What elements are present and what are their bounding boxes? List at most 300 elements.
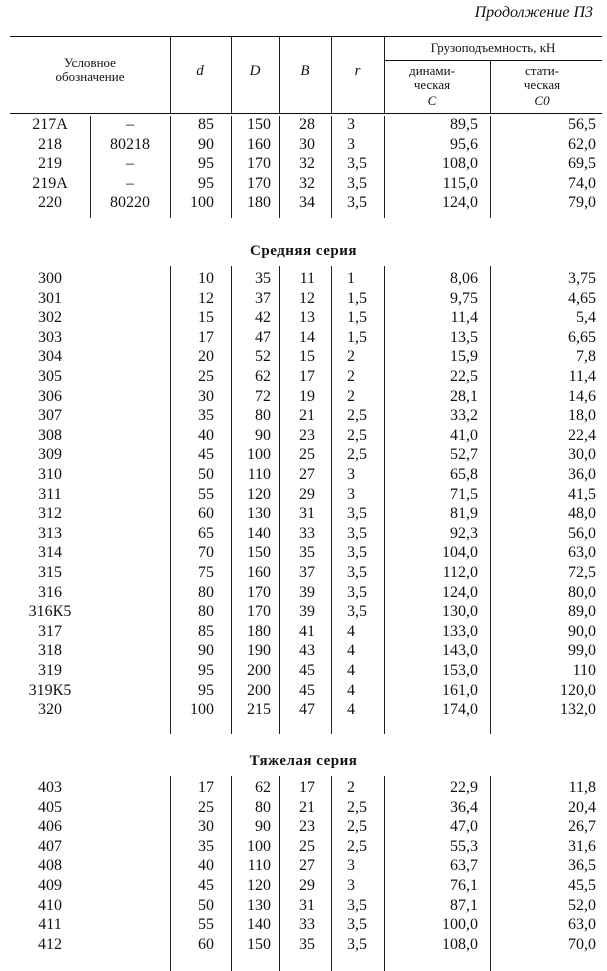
table-cell: –	[126, 155, 134, 172]
series-title: Тяжелая серия	[249, 753, 358, 769]
table-cell: 1,5	[347, 309, 367, 326]
table-row	[0, 445, 607, 465]
table-cell: 3,5	[347, 564, 367, 581]
table-row	[0, 817, 607, 837]
table-cell: 403	[38, 779, 62, 796]
header-B: B	[300, 63, 310, 79]
table-cell: 318	[38, 642, 62, 659]
series-title: Средняя серия	[250, 243, 357, 259]
table-cell: 308	[38, 427, 62, 444]
table-row	[0, 681, 607, 701]
table-cell: 65,8	[450, 466, 478, 483]
table-cell: 2	[347, 388, 355, 405]
table-cell: 25	[198, 799, 214, 816]
table-cell: 143,0	[442, 642, 478, 659]
table-cell: 31	[299, 897, 315, 914]
table-cell: 3,5	[347, 916, 367, 933]
table-cell: 20,4	[568, 799, 596, 816]
table-cell: 3	[347, 486, 355, 503]
table-cell: 215	[247, 701, 271, 718]
table-cell: 317	[38, 623, 62, 640]
header-column-rule	[231, 36, 232, 113]
table-cell: 85	[198, 623, 214, 640]
table-cell: 190	[247, 642, 271, 659]
table-cell: –	[126, 175, 134, 192]
table-row	[0, 367, 607, 387]
table-cell: 80	[198, 603, 214, 620]
table-cell: 76,1	[450, 877, 478, 894]
table-cell: 120	[247, 877, 271, 894]
table-cell: 30,0	[568, 446, 596, 463]
table-row	[0, 896, 607, 916]
table-cell: 45	[299, 682, 315, 699]
table-cell: 140	[247, 916, 271, 933]
table-cell: 130	[247, 897, 271, 914]
table-cell: 62	[255, 368, 271, 385]
table-cell: 124,0	[442, 194, 478, 211]
table-cell: 160	[247, 136, 271, 153]
table-cell: 160	[247, 564, 271, 581]
table-cell: 307	[38, 407, 62, 424]
table-cell: 19	[299, 388, 315, 405]
header-static-symbol: C0	[534, 93, 550, 108]
header-designation: Условное обозначение	[55, 55, 125, 84]
table-cell: 304	[38, 348, 62, 365]
table-cell: 110	[247, 466, 271, 483]
table-cell: 40	[198, 427, 214, 444]
header-column-rule	[279, 36, 280, 113]
table-cell: 60	[198, 505, 214, 522]
table-cell: 63,7	[450, 857, 478, 874]
table-cell: 3,5	[347, 505, 367, 522]
table-cell: 115,0	[442, 175, 478, 192]
table-cell: 41	[299, 623, 315, 640]
header-d: d	[196, 63, 204, 79]
table-cell: 108,0	[442, 936, 478, 953]
table-row	[0, 174, 607, 194]
table-cell: 74,0	[568, 175, 596, 192]
table-cell: 3,5	[347, 175, 367, 192]
table-cell: 45	[198, 446, 214, 463]
table-row	[0, 778, 607, 798]
table-cell: 95	[198, 682, 214, 699]
table-cell: 71,5	[450, 486, 478, 503]
table-cell: 180	[247, 194, 271, 211]
table-cell: 3	[347, 136, 355, 153]
table-cell: 90	[255, 427, 271, 444]
table-cell: 112,0	[442, 564, 478, 581]
table-row	[0, 563, 607, 583]
table-cell: 32	[299, 155, 315, 172]
table-cell: 27	[299, 466, 315, 483]
table-cell: 130	[247, 505, 271, 522]
table-cell: 1,5	[347, 329, 367, 346]
table-cell: 4	[347, 623, 355, 640]
table-cell: 70	[198, 544, 214, 561]
table-cell: 37	[299, 564, 315, 581]
table-cell: 89,0	[568, 603, 596, 620]
table-cell: 29	[299, 877, 315, 894]
table-cell: 35	[198, 838, 214, 855]
table-cell: 150	[247, 936, 271, 953]
table-cell: 104,0	[442, 544, 478, 561]
table-cell: 4	[347, 662, 355, 679]
table-cell: 8,06	[450, 270, 478, 287]
table-row	[0, 328, 607, 348]
table-cell: 80218	[110, 136, 150, 153]
table-cell: 23	[299, 818, 315, 835]
table-row	[0, 135, 607, 155]
table-cell: 2,5	[347, 446, 367, 463]
table-cell: 311	[38, 486, 62, 503]
table-cell: 36,4	[450, 799, 478, 816]
top-rule	[10, 36, 602, 37]
table-cell: 55,3	[450, 838, 478, 855]
table-cell: 408	[38, 857, 62, 874]
table-cell: 62	[255, 779, 271, 796]
table-cell: 26,7	[568, 818, 596, 835]
table-cell: 63,0	[568, 544, 596, 561]
table-cell: 5,4	[576, 309, 596, 326]
table-row	[0, 154, 607, 174]
table-cell: 2,5	[347, 799, 367, 816]
table-cell: 31	[299, 505, 315, 522]
table-cell: 150	[247, 116, 271, 133]
table-cell: 35	[299, 544, 315, 561]
table-cell: 30	[198, 818, 214, 835]
table-cell: 153,0	[442, 662, 478, 679]
table-cell: 2,5	[347, 818, 367, 835]
table-cell: 11,8	[568, 779, 596, 796]
table-cell: 20	[198, 348, 214, 365]
table-row	[0, 798, 607, 818]
table-cell: 411	[38, 916, 62, 933]
table-row	[0, 387, 607, 407]
table-cell: 412	[38, 936, 62, 953]
table-cell: 81,9	[450, 505, 478, 522]
table-cell: 314	[38, 544, 62, 561]
table-cell: 100,0	[442, 916, 478, 933]
table-cell: 130,0	[442, 603, 478, 620]
table-cell: 11,4	[568, 368, 596, 385]
table-cell: 90	[255, 818, 271, 835]
table-cell: 90	[198, 136, 214, 153]
table-row	[0, 115, 607, 135]
table-cell: 15	[198, 309, 214, 326]
table-cell: 4	[347, 701, 355, 718]
table-cell: 87,1	[450, 897, 478, 914]
table-row	[0, 406, 607, 426]
table-cell: 25	[299, 446, 315, 463]
table-cell: 72	[255, 388, 271, 405]
table-cell: 315	[38, 564, 62, 581]
table-row	[0, 426, 607, 446]
table-cell: 35	[299, 936, 315, 953]
table-cell: 405	[38, 799, 62, 816]
table-cell: 7,8	[576, 348, 596, 365]
table-cell: 21	[299, 407, 315, 424]
table-row	[0, 347, 607, 367]
table-cell: 218	[38, 136, 62, 153]
table-cell: 80	[255, 407, 271, 424]
table-cell: 63,0	[568, 916, 596, 933]
table-cell: 99,0	[568, 642, 596, 659]
table-cell: 2	[347, 779, 355, 796]
header-column-rule	[170, 36, 171, 113]
table-cell: 18,0	[568, 407, 596, 424]
table-cell: 69,5	[568, 155, 596, 172]
table-cell: 28,1	[450, 388, 478, 405]
table-cell: 305	[38, 368, 62, 385]
table-row	[0, 700, 607, 720]
table-cell: 110	[247, 857, 271, 874]
table-cell: 219	[38, 155, 62, 172]
table-cell: 312	[38, 505, 62, 522]
table-cell: 110	[572, 662, 596, 679]
table-cell: 133,0	[442, 623, 478, 640]
header-bottom-rule	[10, 113, 602, 114]
table-cell: 313	[38, 525, 62, 542]
table-cell: 34	[299, 194, 315, 211]
table-cell: 319	[38, 662, 62, 679]
table-cell: 60	[198, 936, 214, 953]
table-caption: Продолжение П3	[474, 4, 593, 21]
table-cell: 17	[198, 779, 214, 796]
table-cell: 13,5	[450, 329, 478, 346]
table-row	[0, 485, 607, 505]
table-cell: 2,5	[347, 838, 367, 855]
table-cell: 3,5	[347, 155, 367, 172]
table-cell: 301	[38, 290, 62, 307]
table-cell: 95,6	[450, 136, 478, 153]
table-cell: 3,5	[347, 584, 367, 601]
table-cell: 140	[247, 525, 271, 542]
table-cell: 85	[198, 116, 214, 133]
table-cell: 1	[347, 270, 355, 287]
table-cell: 217А	[32, 116, 68, 133]
table-cell: 15	[299, 348, 315, 365]
table-cell: 3,5	[347, 544, 367, 561]
table-cell: 2	[347, 368, 355, 385]
table-cell: 42	[255, 309, 271, 326]
table-row	[0, 661, 607, 681]
table-row	[0, 504, 607, 524]
table-cell: 100	[190, 194, 214, 211]
table-cell: 3	[347, 116, 355, 133]
table-cell: 3,75	[568, 270, 596, 287]
table-cell: 30	[299, 136, 315, 153]
table-cell: 47	[255, 329, 271, 346]
table-cell: 28	[299, 116, 315, 133]
table-cell: 75	[198, 564, 214, 581]
table-cell: 1,5	[347, 290, 367, 307]
table-cell: 2,5	[347, 407, 367, 424]
table-cell: 132,0	[560, 701, 596, 718]
table-cell: 10	[198, 270, 214, 287]
table-cell: 306	[38, 388, 62, 405]
table-cell: 410	[38, 897, 62, 914]
table-cell: 95	[198, 155, 214, 172]
table-cell: 180	[247, 623, 271, 640]
header-column-rule	[331, 36, 332, 113]
table-cell: 161,0	[442, 682, 478, 699]
table-cell: 4	[347, 642, 355, 659]
table-cell: –	[126, 116, 134, 133]
table-cell: 23	[299, 427, 315, 444]
table-cell: 3,5	[347, 603, 367, 620]
table-cell: 3	[347, 877, 355, 894]
table-cell: 11	[299, 270, 315, 287]
table-cell: 50	[198, 466, 214, 483]
table-cell: 120,0	[560, 682, 596, 699]
table-cell: 39	[299, 603, 315, 620]
table-cell: 41,0	[450, 427, 478, 444]
table-cell: 320	[38, 701, 62, 718]
header-r: r	[354, 63, 361, 79]
table-row	[0, 622, 607, 642]
table-cell: 14	[299, 329, 315, 346]
table-cell: 52,7	[450, 446, 478, 463]
table-cell: 170	[247, 584, 271, 601]
table-cell: 56,0	[568, 525, 596, 542]
table-cell: 55	[198, 486, 214, 503]
header-capacity: Грузоподъемность, кН	[430, 40, 556, 55]
table-cell: 124,0	[442, 584, 478, 601]
header-dynamic: динами-ческая	[409, 63, 455, 92]
table-cell: 45,5	[568, 877, 596, 894]
table-cell: 200	[247, 662, 271, 679]
table-cell: 2	[347, 348, 355, 365]
table-cell: 37	[255, 290, 271, 307]
table-cell: 21	[299, 799, 315, 816]
table-cell: 150	[247, 544, 271, 561]
table-cell: 174,0	[442, 701, 478, 718]
table-cell: 70,0	[568, 936, 596, 953]
table-cell: 17	[299, 368, 315, 385]
table-row	[0, 543, 607, 563]
table-cell: 100	[190, 701, 214, 718]
header-D: D	[249, 63, 261, 79]
table-cell: 35	[255, 270, 271, 287]
table-cell: 3,5	[347, 936, 367, 953]
header-static: стати-ческая	[523, 63, 561, 92]
table-cell: 79,0	[568, 194, 596, 211]
table-cell: 95	[198, 175, 214, 192]
table-cell: 11,4	[450, 309, 478, 326]
table-cell: 100	[247, 838, 271, 855]
table-cell: 36,0	[568, 466, 596, 483]
table-row	[0, 524, 607, 544]
table-cell: 95	[198, 662, 214, 679]
table-cell: 219А	[32, 175, 68, 192]
table-cell: 15,9	[450, 348, 478, 365]
table-cell: 170	[247, 155, 271, 172]
table-row	[0, 465, 607, 485]
table-cell: 80220	[110, 194, 150, 211]
table-cell: 52	[255, 348, 271, 365]
table-cell: 33	[299, 916, 315, 933]
table-cell: 22,5	[450, 368, 478, 385]
table-row	[0, 289, 607, 309]
table-cell: 90	[198, 642, 214, 659]
table-cell: 25	[198, 368, 214, 385]
table-cell: 62,0	[568, 136, 596, 153]
table-cell: 72,5	[568, 564, 596, 581]
table-row	[0, 837, 607, 857]
capacity-rule	[384, 60, 602, 61]
table-cell: 22,4	[568, 427, 596, 444]
table-cell: 3	[347, 466, 355, 483]
table-cell: 316	[38, 584, 62, 601]
table-row	[0, 269, 607, 289]
table-cell: 22,9	[450, 779, 478, 796]
table-cell: 220	[38, 194, 62, 211]
table-cell: 35	[198, 407, 214, 424]
table-cell: 3,5	[347, 525, 367, 542]
table-cell: 47	[299, 701, 315, 718]
table-cell: 52,0	[568, 897, 596, 914]
table-row	[0, 308, 607, 328]
table-cell: 17	[198, 329, 214, 346]
table-cell: 31,6	[568, 838, 596, 855]
table-cell: 14,6	[568, 388, 596, 405]
table-cell: 3,5	[347, 897, 367, 914]
table-cell: 80	[255, 799, 271, 816]
table-cell: 39	[299, 584, 315, 601]
table-cell: 120	[247, 486, 271, 503]
table-row	[0, 193, 607, 213]
table-cell: 170	[247, 603, 271, 620]
table-cell: 89,5	[450, 116, 478, 133]
table-cell: 32	[299, 175, 315, 192]
table-cell: 300	[38, 270, 62, 287]
table-cell: 43	[299, 642, 315, 659]
table-cell: 108,0	[442, 155, 478, 172]
table-cell: 92,3	[450, 525, 478, 542]
table-cell: 12	[299, 290, 315, 307]
table-cell: 407	[38, 838, 62, 855]
header-column-rule	[384, 36, 385, 113]
table-cell: 170	[247, 175, 271, 192]
table-cell: 316К5	[28, 603, 72, 620]
table-cell: 45	[198, 877, 214, 894]
table-cell: 80	[198, 584, 214, 601]
table-row	[0, 583, 607, 603]
table-cell: 406	[38, 818, 62, 835]
table-row	[0, 876, 607, 896]
table-cell: 303	[38, 329, 62, 346]
table-cell: 12	[198, 290, 214, 307]
table-cell: 25	[299, 838, 315, 855]
table-cell: 33	[299, 525, 315, 542]
table-row	[0, 915, 607, 935]
table-cell: 47,0	[450, 818, 478, 835]
table-cell: 310	[38, 466, 62, 483]
table-cell: 56,5	[568, 116, 596, 133]
table-cell: 13	[299, 309, 315, 326]
table-cell: 30	[198, 388, 214, 405]
table-cell: 4	[347, 682, 355, 699]
table-cell: 90,0	[568, 623, 596, 640]
table-cell: 40	[198, 857, 214, 874]
table-cell: 3,5	[347, 194, 367, 211]
table-cell: 29	[299, 486, 315, 503]
table-cell: 319К5	[28, 682, 72, 699]
table-cell: 36,5	[568, 857, 596, 874]
table-cell: 48,0	[568, 505, 596, 522]
table-row	[0, 641, 607, 661]
table-cell: 27	[299, 857, 315, 874]
